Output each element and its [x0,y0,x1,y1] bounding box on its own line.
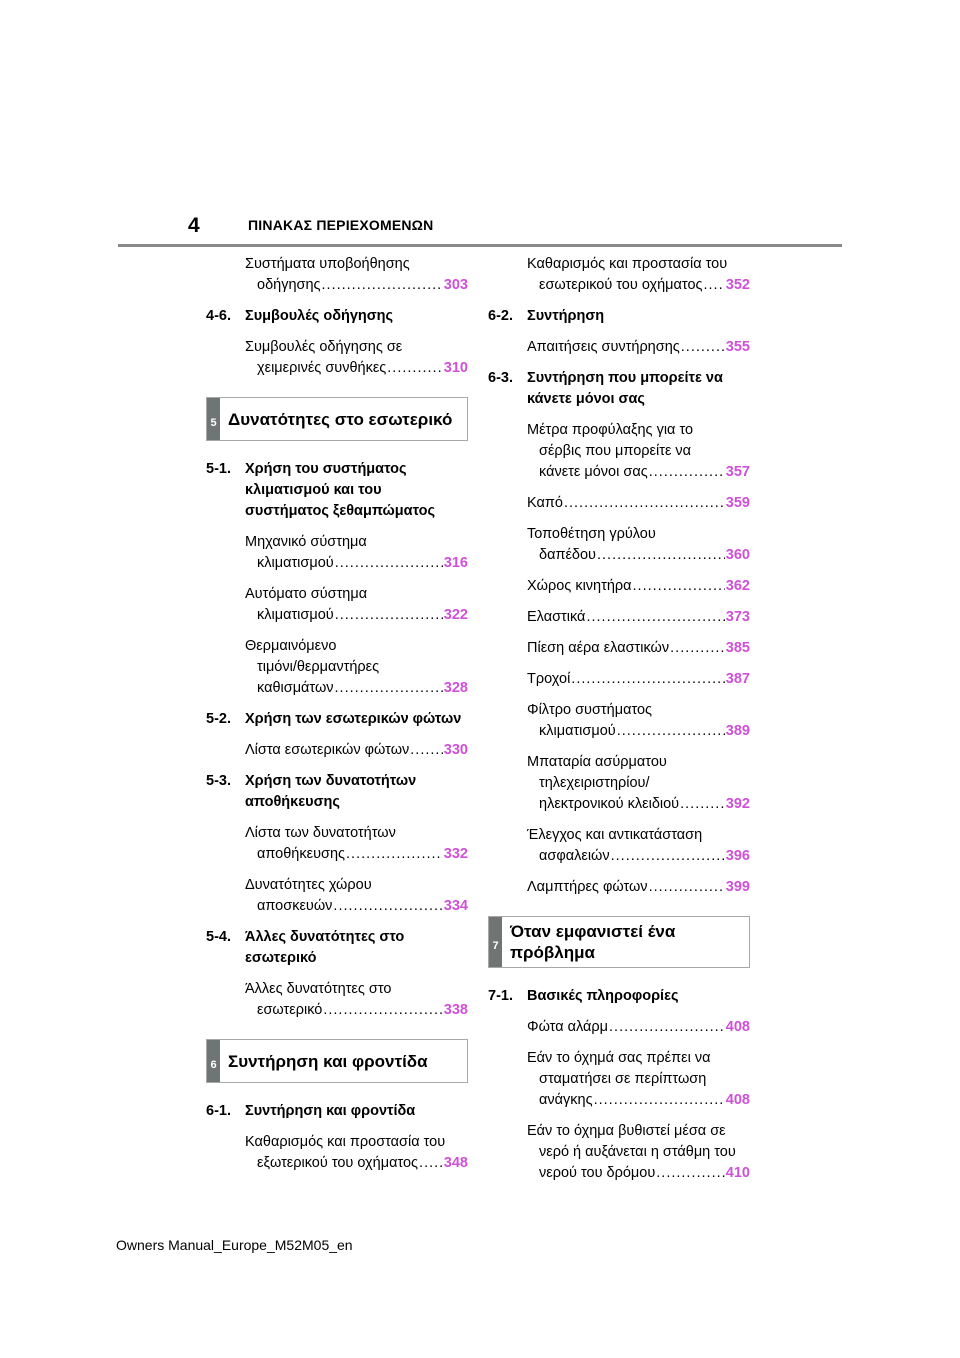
toc-page-link[interactable]: 373 [725,609,750,625]
section-number: 5-1. [206,461,231,477]
toc-section-heading[interactable] [488,986,750,1007]
toc-entry-text: Λαμπτήρες φώτων [527,879,648,895]
section-title: Συντήρηση [527,308,605,324]
toc-page-link[interactable]: 330 [443,742,468,758]
toc-page-link[interactable]: 362 [725,578,750,594]
dot-leader [322,275,443,296]
toc-entry[interactable] [527,337,750,358]
toc-entry[interactable] [527,1048,750,1111]
toc-entry-text: δαπέδου [539,547,596,563]
toc-entry-text: κλιματισμού [257,607,334,623]
dot-leader [656,1163,725,1184]
toc-section-heading[interactable] [206,709,468,730]
dot-leader [571,669,725,690]
section-number: 5-4. [206,929,231,945]
toc-entry-text: χειμερινές συνθήκες [257,360,387,376]
toc-entry-text: Φώτα αλάρμ [527,1019,609,1035]
dot-leader [335,678,443,699]
toc-entry-text: νερό ή αυξάνεται η στάθμη του [539,1144,736,1160]
toc-entry-text: τιμόνι/θερμαντήρες [257,659,380,675]
toc-entry-text: εσωτερικού του οχήματος [539,277,703,293]
toc-page-link[interactable]: 399 [725,879,750,895]
dot-leader [597,545,725,566]
toc-entry-text: ασφαλειών [539,848,610,864]
toc-entry-text: ηλεκτρονικού κλειδιού [539,796,680,812]
toc-entry-text: Έλεγχος και αντικατάσταση [527,827,703,843]
section-number: 6-3. [488,370,513,386]
toc-entry-text: Θερμαινόμενο [245,638,337,654]
toc-entry-text: Συμβουλές οδήγησης σε [245,339,403,355]
toc-section-heading[interactable] [206,927,468,969]
toc-entry[interactable] [527,700,750,742]
toc-entry-text: Λίστα εσωτερικών φώτων [245,742,410,758]
chapter-box[interactable] [488,916,750,968]
toc-entry-text: κλιματισμού [257,555,334,571]
toc-entry-text: Χώρος κινητήρα [527,578,632,594]
toc-entry-text: Απαιτήσεις συντήρησης [527,339,680,355]
toc-entry-text: Μηχανικό σύστημα [245,534,367,550]
toc-entry-text: τηλεχειριστηρίου/ [539,775,650,791]
toc-page-link[interactable]: 408 [725,1019,750,1035]
section-number: 7-1. [488,988,513,1004]
dot-leader [346,844,443,865]
dot-leader [681,337,725,358]
toc-page-link[interactable]: 328 [443,680,468,696]
dot-leader [564,493,725,514]
dot-leader [586,607,724,628]
toc-entry[interactable] [245,532,468,574]
toc-entry-text: Τοποθέτηση γρύλου [527,526,656,542]
dot-leader [611,846,725,867]
toc-entry-text: Εάν το όχημά σας πρέπει να [527,1050,711,1066]
dot-leader [617,721,725,742]
toc-entry[interactable] [527,607,750,628]
toc-entry[interactable] [245,740,468,761]
chapter-number-badge: 6 [207,1040,220,1082]
toc-section-heading[interactable] [488,306,750,327]
toc-entry-text: Καθαρισμός και προστασία του [527,256,728,272]
toc-page-link[interactable]: 316 [443,555,468,571]
dot-leader [633,576,725,597]
toc-entry[interactable] [527,752,750,815]
toc-page-link[interactable]: 310 [443,360,468,376]
toc-page-link[interactable]: 359 [725,495,750,511]
toc-entry-text: ανάγκης [539,1092,593,1108]
toc-section-heading[interactable] [206,459,468,522]
toc-entry-text: εσωτερικό [257,1002,323,1018]
dot-leader [335,605,443,626]
toc-page-link[interactable]: 360 [725,547,750,563]
chapter-box[interactable] [206,397,468,441]
toc-entry-text: Ελαστικά [527,609,586,625]
section-number: 6-2. [488,308,513,324]
toc-entry[interactable] [245,823,468,865]
toc-entry-text: Άλλες δυνατότητες στο [245,981,392,997]
toc-entry-text: Μπαταρία ασύρματου [527,754,667,770]
section-number: 4-6. [206,308,231,324]
toc-entry[interactable] [527,420,750,483]
section-title: Συντήρηση που μπορείτε να κάνετε μόνοι σας [527,370,723,407]
toc-page-link[interactable]: 408 [725,1092,750,1108]
toc-entry[interactable] [527,638,750,659]
section-title: Χρήση των δυνατοτήτων αποθήκευσης [245,773,417,810]
footer-text: Owners Manual_Europe_M52M05_en [116,1237,353,1253]
toc-entry-text: κάνετε μόνοι σας [539,464,648,480]
toc-entry[interactable] [245,584,468,626]
toc-section-heading[interactable] [206,306,468,327]
toc-entry[interactable] [527,524,750,566]
toc-page-link[interactable]: 303 [443,277,468,293]
section-title: Βασικές πληροφορίες [527,988,679,1004]
toc-entry-text: Λίστα των δυνατοτήτων [245,825,396,841]
toc-entry[interactable] [527,877,750,898]
toc-entry[interactable] [527,1121,750,1184]
chapter-title: Συντήρηση και φροντίδα [228,1051,428,1071]
chapter-title: Όταν εμφανιστεί ένα πρόβλημα [510,922,676,962]
toc-entry[interactable] [527,669,750,690]
toc-entry[interactable] [527,254,750,296]
toc-section-heading[interactable] [206,1101,468,1122]
toc-page-link[interactable]: 338 [443,1002,468,1018]
toc-entry[interactable] [527,825,750,867]
toc-entry[interactable] [245,875,468,917]
toc-entry-text: καθισμάτων [257,680,334,696]
section-title: Χρήση του συστήματος κλιματισμού και του συστήματος ξεθαμπώματος [245,461,436,519]
toc-entry-text: Μέτρα προφύλαξης για το [527,422,694,438]
toc-entry[interactable] [245,1132,468,1174]
toc-page-link[interactable]: 387 [725,671,750,687]
section-number: 5-2. [206,711,231,727]
toc-section-heading[interactable] [206,771,468,813]
toc-entry[interactable] [245,254,468,296]
chapter-number-badge: 5 [207,398,220,440]
toc-entry-text: Τροχοί [527,671,571,687]
dot-leader [649,462,725,483]
toc-entry[interactable] [245,636,468,699]
dot-leader [609,1017,725,1038]
toc-entry-text: Αυτόματο σύστημα [245,586,368,602]
toc-page-link[interactable]: 322 [443,607,468,623]
dot-leader [680,794,725,815]
toc-column-right [488,254,750,1184]
dot-leader [649,877,725,898]
dot-leader [594,1090,725,1111]
toc-page-link[interactable]: 357 [725,464,750,480]
header-rule [118,244,842,247]
toc-entry-text: οδήγησης [257,277,321,293]
toc-column-left [206,254,468,1174]
section-title: Συμβουλές οδήγησης [245,308,394,324]
dot-leader [670,638,725,659]
toc-entry-text: Καθαρισμός και προστασία του [245,1134,446,1150]
toc-entry-text: αποσκευών [257,898,333,914]
toc-entry-text: Εάν το όχημα βυθιστεί μέσα σε [527,1123,726,1139]
section-number: 6-1. [206,1103,231,1119]
toc-page-link[interactable]: 389 [725,723,750,739]
toc-section-heading[interactable] [488,368,750,410]
toc-page-link[interactable]: 348 [443,1155,468,1171]
dot-leader [419,1153,443,1174]
section-title: Άλλες δυνατότητες στο εσωτερικό [245,929,405,966]
toc-page-link[interactable]: 332 [443,846,468,862]
toc-page-link[interactable]: 385 [725,640,750,656]
dot-leader [387,358,443,379]
section-title: Συντήρηση και φροντίδα [245,1103,416,1119]
toc-entry-text: νερού του δρόμου [539,1165,656,1181]
toc-entry-text: Καπό [527,495,563,511]
toc-page-link[interactable]: 334 [443,898,468,914]
dot-leader [333,896,442,917]
toc-entry-text: εξωτερικού του οχήματος [257,1155,419,1171]
section-number: 5-3. [206,773,231,789]
dot-leader [704,275,725,296]
chapter-box[interactable] [206,1039,468,1083]
toc-page-link[interactable]: 396 [725,848,750,864]
toc-entry-text: σταματήσει σε περίπτωση [539,1071,707,1087]
toc-entry-text: Πίεση αέρα ελαστικών [527,640,670,656]
toc-entry[interactable] [245,337,468,379]
toc-entry-text: Δυνατότητες χώρου [245,877,372,893]
toc-page-link[interactable]: 392 [725,796,750,812]
dot-leader [323,1000,442,1021]
toc-entry[interactable] [527,1017,750,1038]
toc-page-link[interactable]: 355 [725,339,750,355]
dot-leader [335,553,443,574]
dot-leader [410,740,443,761]
toc-entry-text: αποθήκευσης [257,846,346,862]
page-number: 4 [188,214,200,237]
toc-entry-text: κλιματισμού [539,723,616,739]
toc-page-link[interactable]: 352 [725,277,750,293]
page-header-title: ΠΙΝΑΚΑΣ ΠΕΡΙΕΧΟΜΕΝΩΝ [248,217,434,233]
toc-entry-text: σέρβις που μπορείτε να [539,443,692,459]
chapter-title: Δυνατότητες στο εσωτερικό [228,409,453,429]
toc-entry-text: Συστήματα υποβοήθησης [245,256,410,272]
toc-page-link[interactable]: 410 [725,1165,750,1181]
toc-entry[interactable] [527,493,750,514]
section-title: Χρήση των εσωτερικών φώτων [245,711,462,727]
toc-entry[interactable] [245,979,468,1021]
toc-entry[interactable] [527,576,750,597]
toc-entry-text: Φίλτρο συστήματος [527,702,653,718]
chapter-number-badge: 7 [489,917,502,967]
